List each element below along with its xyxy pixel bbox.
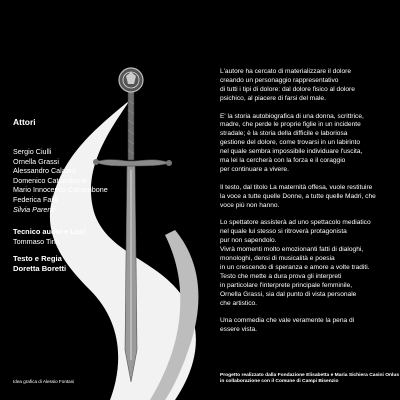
description-line: Il testo, dal titolo La maternità offesa, vuole restituire bbox=[220, 183, 373, 191]
description-line: pur non sapendolo. bbox=[220, 237, 277, 245]
actor-name: Domenico Catrambone bbox=[13, 175, 87, 185]
graphic-credit: Idea grafica di Alessio Fontani bbox=[13, 379, 75, 384]
description-line: di tutti i tipi di dolore: dal dolore fisico al dolore bbox=[220, 85, 355, 93]
director-name: Doretta Boretti bbox=[13, 264, 67, 273]
direction-heading: Testo e Regia bbox=[13, 254, 62, 263]
description-line: gestione del dolore, come trovarsi in un labirinto bbox=[220, 139, 361, 147]
tech-name: Tommaso Tinti bbox=[13, 237, 60, 246]
footer-line: in collaborazione con il Comune di Campi Bisenzio bbox=[220, 379, 339, 384]
description-line: Lo spettatore assisterà ad uno spettacolo mediatico bbox=[220, 219, 371, 227]
description-line: che artistico. bbox=[220, 299, 258, 307]
description-line: monologhi, densi di musicalità e poesia bbox=[220, 254, 335, 262]
description-text bbox=[220, 68, 392, 344]
description-line: voce più non hanno. bbox=[220, 201, 280, 209]
description-line: psichico, al piacere di farsi del male. bbox=[220, 94, 326, 102]
description-line: in particolare l'interprete principale femminile, bbox=[220, 281, 353, 289]
actor-name: Silvia Parenti bbox=[13, 204, 55, 214]
emblem-icon bbox=[119, 68, 143, 92]
description-line: per continuare a vivere. bbox=[220, 165, 289, 173]
footer-line: Progetto realizzato dalla Fondazione Elisabetta e Maria Sichiera Casini Onlus bbox=[220, 373, 400, 378]
actor-name: Federica Failli bbox=[13, 194, 58, 204]
description-paragraph bbox=[220, 68, 392, 104]
description-line: Testo che mette a dura prova gli interpreti bbox=[220, 272, 342, 280]
description-paragraph bbox=[220, 184, 392, 211]
description-line: madre, che perde le proprie figlie in un incidente bbox=[220, 121, 361, 129]
actor-name: Sergio Ciulli bbox=[13, 147, 52, 156]
description-line: Ornella Grassi, sia dal punto di vista personale bbox=[220, 290, 357, 298]
tech-heading: Tecnico audio e Luci bbox=[13, 227, 86, 236]
description-line: creando un personaggio rappresentativo bbox=[220, 76, 339, 84]
description-line: nel quale lui stesso si ritroverà protagonista bbox=[220, 228, 347, 236]
description-line: stradale; è la storia della difficile e laboriosa bbox=[220, 130, 348, 138]
description-line: nel quale sembra impossibile individuare l'uscita, bbox=[220, 148, 363, 156]
description-paragraph bbox=[220, 113, 392, 175]
actor-name: Ornella Grassi bbox=[13, 156, 59, 166]
actor-list bbox=[13, 147, 108, 214]
description-line: in un crescendo di speranza e amore a volte traditi. bbox=[220, 263, 370, 271]
description-line: la voce a tutte quelle Donne, a tutte quelle Madri, che bbox=[220, 192, 376, 200]
description-line: Una commedia che vale veramente la pena di bbox=[220, 317, 355, 325]
description-line: E' la storia autobiografica di una donna, scrittrice, bbox=[220, 112, 364, 120]
description-line: essere vista. bbox=[220, 326, 258, 334]
description-paragraph bbox=[220, 219, 392, 308]
description-line: L'autore ha cercato di materializzare il dolore bbox=[220, 68, 352, 75]
description-paragraph bbox=[220, 317, 392, 335]
description-line: Vivrà momenti molto emozionanti fatti di dialoghi, bbox=[220, 246, 364, 254]
project-footer bbox=[220, 373, 399, 385]
description-line: ma lei la cercherà con la forza e il coraggio bbox=[220, 157, 346, 165]
cast-heading: Attori bbox=[13, 117, 36, 127]
actor-name: Alessandro Calabrò bbox=[13, 166, 77, 176]
actor-name: Mario Innocenzo Catrambone bbox=[13, 185, 108, 195]
